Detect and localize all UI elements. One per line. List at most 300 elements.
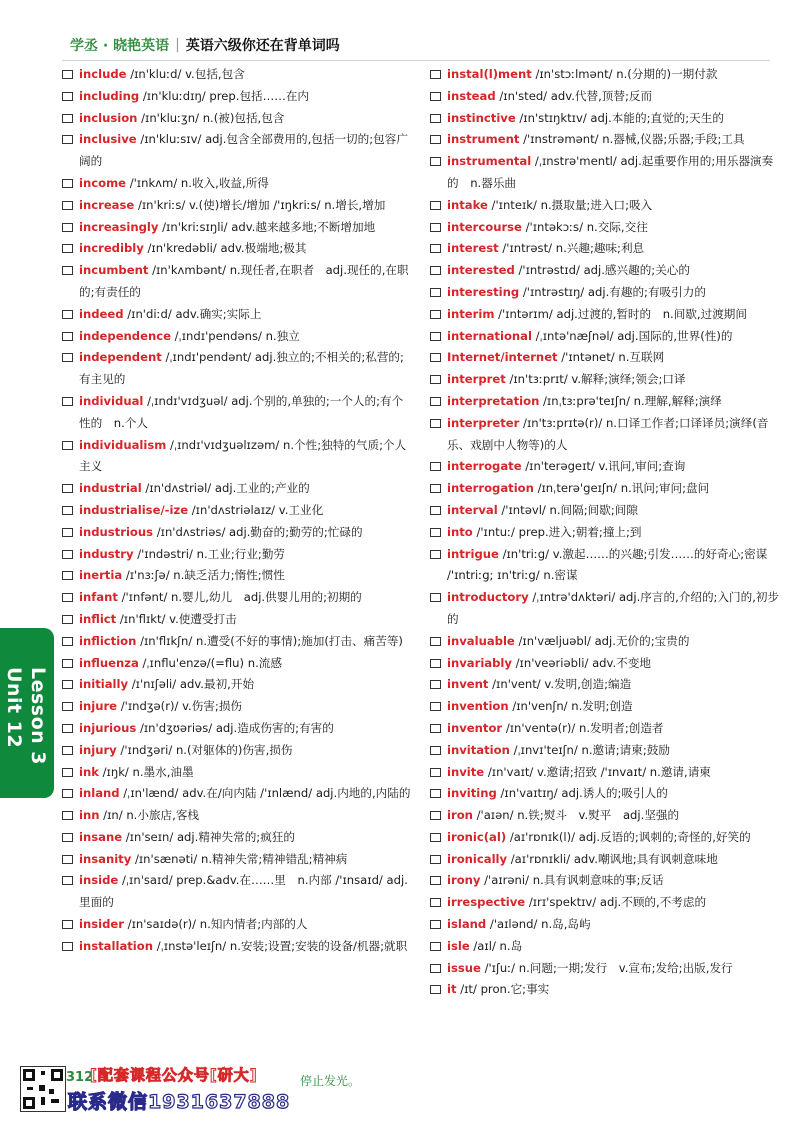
vocab-entry xyxy=(430,456,780,478)
phonetic: /'ɪntərɪm/ xyxy=(498,306,553,321)
phonetic: /ɪn'kriːsɪŋli/ xyxy=(162,219,228,234)
entry-text xyxy=(79,238,412,260)
headword: inventor xyxy=(447,720,503,735)
vocab-entry xyxy=(62,195,412,217)
checkbox-icon xyxy=(62,789,73,798)
watermark-line-2: 联系微信1931637888 xyxy=(68,1091,291,1113)
checkbox-icon xyxy=(62,332,73,341)
definition: v.使遭受打击 xyxy=(169,611,237,626)
checkbox-icon xyxy=(430,855,441,864)
vocab-entry xyxy=(430,870,780,892)
headword: individual xyxy=(79,393,144,408)
entry-text xyxy=(447,347,780,369)
vocab-entry xyxy=(430,631,780,653)
entry-text xyxy=(447,413,780,457)
entry-text xyxy=(447,217,780,239)
headword: intake xyxy=(447,197,488,212)
definition: adj.过渡的,暂时的 n.间歇,过渡期间 xyxy=(556,306,747,321)
definition: n.讯问;审问;盘问 xyxy=(620,481,710,496)
vocab-entry xyxy=(62,173,412,195)
vocab-entry xyxy=(62,609,412,631)
vocab-entry xyxy=(430,478,780,500)
headword: interest xyxy=(447,241,499,256)
checkbox-icon xyxy=(430,353,441,362)
entry-text xyxy=(79,86,412,108)
vocab-entry xyxy=(62,64,412,86)
headword: invaluable xyxy=(447,633,515,648)
headword: infliction xyxy=(79,633,137,648)
phonetic: /ɪn'dʌstriəl/ xyxy=(145,481,212,496)
entry-text xyxy=(447,783,780,805)
checkbox-icon xyxy=(62,528,73,537)
definition: n.理解,解释;演绎 xyxy=(633,393,722,408)
entry-text xyxy=(447,260,780,282)
headword: interrogate xyxy=(447,459,522,474)
entry-text xyxy=(79,522,412,544)
phonetic: /ɪ'nɪʃəli/ xyxy=(131,677,177,692)
vocab-entry xyxy=(430,282,780,304)
checkbox-icon xyxy=(62,506,73,515)
checkbox-icon xyxy=(62,353,73,362)
vocab-entry xyxy=(430,979,780,1001)
vocab-entry xyxy=(430,86,780,108)
vocab-entry xyxy=(430,849,780,871)
checkbox-icon xyxy=(430,114,441,123)
right-vocab-column xyxy=(430,64,780,1001)
phonetic: /ɪn'dʒʊəriəs/ xyxy=(139,720,213,735)
checkbox-icon xyxy=(430,550,441,559)
vocab-entry xyxy=(62,500,412,522)
headword: increase xyxy=(79,197,135,212)
headword: interpreter xyxy=(447,415,520,430)
vocab-entry xyxy=(62,674,412,696)
headword: intercourse xyxy=(447,219,522,234)
checkbox-icon xyxy=(430,702,441,711)
definition: prep.&adv.在……里 n.内部 /'ɪnsaɪd/ adj.里面的 xyxy=(79,873,408,910)
lesson-label: Lesson 3 xyxy=(27,666,49,766)
phonetic: /ɪn'kluːsɪv/ xyxy=(140,132,202,147)
vocab-entry xyxy=(62,86,412,108)
definition: prep.进入;朝着;撞上;到 xyxy=(518,524,642,539)
phonetic: /'ɪnstrəmənt/ xyxy=(523,132,599,147)
entry-text xyxy=(447,108,780,130)
entry-text xyxy=(447,653,780,675)
phonetic: /ɪn'kluːd/ xyxy=(130,67,182,81)
headword: interpretation xyxy=(447,393,540,408)
checkbox-icon xyxy=(62,768,73,777)
definition: adj.个别的,单独的;一个人的;有个性的 n.个人 xyxy=(79,393,404,430)
definition: adv.越来越多地;不断增加地 xyxy=(231,219,376,234)
phonetic: /'ɪntuː/ xyxy=(476,524,515,539)
checkbox-icon xyxy=(62,484,73,493)
definition: v.讯问,审问;查询 xyxy=(598,459,686,474)
checkbox-icon xyxy=(62,659,73,668)
entry-text xyxy=(447,500,780,522)
definition: adv.嘲讽地;具有讽刺意味地 xyxy=(573,851,718,866)
checkbox-icon xyxy=(430,898,441,907)
phonetic: /aɪ'rɒnɪkli/ xyxy=(510,851,571,866)
definition: n.(被)包括,包含 xyxy=(202,110,285,125)
checkbox-icon xyxy=(430,964,441,973)
checkbox-icon xyxy=(430,244,441,253)
vocab-entry xyxy=(430,108,780,130)
entry-text xyxy=(447,849,780,871)
definition: n.器械,仪器;乐器;手段;工具 xyxy=(602,132,745,147)
phonetic: /ɪrɪ'spektɪv/ xyxy=(528,895,597,910)
entry-text xyxy=(79,304,412,326)
entry-text xyxy=(447,456,780,478)
phonetic: /ɪ'nɜːʃə/ xyxy=(125,568,170,583)
checkbox-icon xyxy=(430,462,441,471)
definition: adv.最初,开始 xyxy=(179,677,255,692)
vocab-entry xyxy=(430,369,780,391)
definition: n.(对躯体的)伤害,损伤 xyxy=(175,742,293,757)
definition: n.铁;熨斗 v.熨平 adj.坚强的 xyxy=(517,808,680,823)
headword: injure xyxy=(79,699,118,714)
headword: inviting xyxy=(447,786,497,801)
entry-text xyxy=(79,478,412,500)
definition: v.(使)增长/增加 /'ɪŋkriːs/ n.增长,增加 xyxy=(188,197,386,212)
checkbox-icon xyxy=(62,179,73,188)
vocab-entry xyxy=(430,696,780,718)
checkbox-icon xyxy=(62,441,73,450)
vocab-entry xyxy=(62,718,412,740)
phonetic: /ɪn'ventə(r)/ xyxy=(505,720,576,735)
vocab-entry xyxy=(430,326,780,348)
checkbox-icon xyxy=(62,550,73,559)
vocab-entry xyxy=(62,783,412,805)
headword: interval xyxy=(447,502,498,517)
definition: n.小旅店,客栈 xyxy=(126,808,200,823)
phonetic: /'ɪnteɪk/ xyxy=(491,197,537,212)
vocab-entry xyxy=(62,740,412,762)
headword: infant xyxy=(79,590,118,605)
phonetic: /'ɪʃuː/ xyxy=(484,960,516,975)
definition: v.解释;演绎;领会;口译 xyxy=(571,372,686,387)
definition: adj.诱人的;吸引人的 xyxy=(561,786,668,801)
vocab-entry xyxy=(430,217,780,239)
vocab-entry xyxy=(430,151,780,195)
entry-text xyxy=(79,500,412,522)
headword: intrigue xyxy=(447,546,499,561)
entry-text xyxy=(447,304,780,326)
phonetic: /'ɪntrəst/ xyxy=(502,241,553,256)
checkbox-icon xyxy=(62,397,73,406)
entry-text xyxy=(447,979,780,1001)
checkbox-icon xyxy=(430,593,441,602)
entry-text xyxy=(79,827,412,849)
headword: irony xyxy=(447,873,481,888)
definition: v.邀请;招致 /'ɪnvaɪt/ n.邀请,请柬 xyxy=(537,764,711,779)
unit-label: Unit 12 xyxy=(3,666,25,749)
entry-text xyxy=(447,914,780,936)
headword: industrial xyxy=(79,481,142,496)
headword: invitation xyxy=(447,742,510,757)
vocab-entry xyxy=(430,653,780,675)
entry-text xyxy=(447,522,780,544)
phonetic: /ɪn'væljuəbl/ xyxy=(518,633,591,648)
checkbox-icon xyxy=(430,724,441,733)
headword: ink xyxy=(79,764,99,779)
definition: adj.造成伤害的;有害的 xyxy=(215,720,334,735)
entry-text xyxy=(79,587,412,609)
vocab-entry xyxy=(62,304,412,326)
entry-text xyxy=(79,435,412,479)
phonetic: /ɪn'kredəbli/ xyxy=(147,241,217,256)
definition: n.岛,岛屿 xyxy=(541,917,591,932)
phonetic: /ˌɪnstə'leɪʃn/ xyxy=(156,938,227,953)
vocab-entry xyxy=(430,936,780,958)
headword: invariably xyxy=(447,655,512,670)
brand-name: 学丞 · 晓艳英语 xyxy=(70,38,170,54)
phonetic: /ɪn'stɔːlmənt/ xyxy=(535,67,613,81)
headword: interesting xyxy=(447,284,520,299)
vocab-entry xyxy=(430,544,780,588)
headword: inland xyxy=(79,786,120,801)
headword: ironically xyxy=(447,851,508,866)
entry-text xyxy=(79,849,412,871)
checkbox-icon xyxy=(430,637,441,646)
entry-text xyxy=(447,674,780,696)
checkbox-icon xyxy=(430,876,441,885)
vocab-entry xyxy=(62,849,412,871)
page-header xyxy=(70,32,340,58)
phonetic: /ɪn'veəriəbli/ xyxy=(515,655,589,670)
checkbox-icon xyxy=(62,92,73,101)
phonetic: /ɪn'tɜːprɪt/ xyxy=(509,372,568,387)
phonetic: /ˌɪnvɪ'teɪʃn/ xyxy=(513,742,578,757)
phonetic: /ˌɪnstrə'mentl/ xyxy=(534,154,617,169)
definition: n.(分期的)一期付款 xyxy=(616,67,718,81)
definition: n.安装;设置;安装的设备/机器;就职 xyxy=(229,938,408,953)
headword: incumbent xyxy=(79,263,149,278)
vocab-entry xyxy=(62,805,412,827)
checkbox-icon xyxy=(62,811,73,820)
checkbox-icon xyxy=(430,375,441,384)
definition: adj.起重要作用的;用乐器演奏的 n.器乐曲 xyxy=(447,154,774,190)
definition: v.包括,包含 xyxy=(185,67,245,81)
checkbox-icon xyxy=(430,833,441,842)
checkbox-icon xyxy=(430,310,441,319)
definition: adj.工业的;产业的 xyxy=(214,481,310,496)
checkbox-icon xyxy=(62,746,73,755)
phonetic: /'aɪrəni/ xyxy=(484,873,530,888)
entry-text xyxy=(79,783,412,805)
checkbox-icon xyxy=(430,942,441,951)
entry-text xyxy=(447,958,780,980)
phonetic: /ɪnˌterə'geɪʃn/ xyxy=(537,481,618,496)
headword: iron xyxy=(447,808,473,823)
headword: interested xyxy=(447,263,515,278)
phonetic: /ɪn'venʃn/ xyxy=(512,699,568,714)
phonetic: /ɪn'seɪn/ xyxy=(125,829,174,844)
entry-text xyxy=(447,326,780,348)
definition: n.知内情者;内部的人 xyxy=(199,917,308,932)
vocab-entry xyxy=(62,565,412,587)
checkbox-icon xyxy=(62,680,73,689)
vocab-entry xyxy=(430,304,780,326)
headword: island xyxy=(447,917,487,932)
entry-text xyxy=(447,805,780,827)
phonetic: /ɪn'kʌmbənt/ xyxy=(152,263,227,278)
entry-text xyxy=(79,870,412,914)
header-separator: | xyxy=(175,37,180,53)
vocab-entry xyxy=(62,217,412,239)
checkbox-icon xyxy=(430,768,441,777)
entry-text xyxy=(447,369,780,391)
headword: including xyxy=(79,88,140,103)
phonetic: /ɪn'kluːdɪŋ/ xyxy=(142,88,206,103)
vocab-entry xyxy=(430,64,780,86)
definition: adj.勤奋的;勤劳的;忙碌的 xyxy=(229,524,363,539)
entry-text xyxy=(79,129,412,173)
phonetic: /ɪnˌtɜːprə'teɪʃn/ xyxy=(543,393,630,408)
phonetic: /ɪn'diːd/ xyxy=(127,306,172,321)
entry-text xyxy=(447,478,780,500)
phonetic: /ɪn'triːg/ xyxy=(502,546,550,561)
phonetic: /aɪl/ xyxy=(473,938,496,953)
phonetic: /'ɪntənet/ xyxy=(561,350,615,365)
vocab-entry xyxy=(62,435,412,479)
checkbox-icon xyxy=(430,157,441,166)
checkbox-icon xyxy=(62,135,73,144)
definition: n.岛 xyxy=(499,938,523,953)
entry-text xyxy=(79,195,412,217)
phonetic: /'ɪnkʌm/ xyxy=(129,175,178,190)
headword: insanity xyxy=(79,851,132,866)
entry-text xyxy=(447,631,780,653)
entry-text xyxy=(79,674,412,696)
definition: adv.代替,顶替;反而 xyxy=(550,88,653,103)
headword: inertia xyxy=(79,568,123,583)
vocab-entry xyxy=(62,129,412,173)
checkbox-icon xyxy=(62,615,73,624)
definition: n.遭受(不好的事情);施加(打击、痛苦等) xyxy=(196,633,403,648)
checkbox-icon xyxy=(430,288,441,297)
vocab-entry xyxy=(430,347,780,369)
definition: pron.它;事实 xyxy=(480,982,550,997)
entry-text xyxy=(447,129,780,151)
phonetic: /ɪn'dʌstriəs/ xyxy=(156,524,226,539)
phonetic: /ɪn'kluːʒn/ xyxy=(141,110,199,125)
headword: instinctive xyxy=(447,110,516,125)
checkbox-icon xyxy=(62,266,73,275)
entry-text xyxy=(447,696,780,718)
definition: adv.在/向内陆 /'ɪnlænd/ adj.内地的,内陆的 xyxy=(182,786,411,801)
entry-text xyxy=(79,936,412,958)
headword: invent xyxy=(447,677,489,692)
vocab-entry xyxy=(62,391,412,435)
definition: n.间隔;间歇;间隙 xyxy=(549,502,638,517)
vocab-entry xyxy=(62,478,412,500)
definition: n.精神失常;精神错乱;精神病 xyxy=(200,851,348,866)
definition: n.个性;独特的气质;个人主义 xyxy=(79,437,407,474)
headword: initially xyxy=(79,677,129,692)
definition: n.墨水,油墨 xyxy=(132,764,194,779)
checkbox-icon xyxy=(62,876,73,885)
headword: instead xyxy=(447,88,496,103)
entry-text xyxy=(447,870,780,892)
phonetic: /ˌɪn'lænd/ xyxy=(123,786,179,801)
definition: adj.本能的;直觉的;天生的 xyxy=(590,110,724,125)
checkbox-icon xyxy=(62,724,73,733)
checkbox-icon xyxy=(430,266,441,275)
vocab-entry xyxy=(430,740,780,762)
vocab-entry xyxy=(430,914,780,936)
headword: increasingly xyxy=(79,219,159,234)
entry-text xyxy=(447,195,780,217)
phonetic: /ɪn'vent/ xyxy=(492,677,541,692)
footer-note: 停止发光。 xyxy=(300,1074,361,1088)
phonetic: /ɪn'sænəti/ xyxy=(134,851,198,866)
vocab-entry xyxy=(62,631,412,653)
entry-text xyxy=(447,892,780,914)
phonetic: /ˌɪndɪ'pendəns/ xyxy=(174,328,262,343)
definition: n.发明者;创造者 xyxy=(579,720,664,735)
entry-text xyxy=(79,260,412,304)
checkbox-icon xyxy=(430,484,441,493)
headword: interpret xyxy=(447,372,506,387)
phonetic: /'ɪntəvl/ xyxy=(501,502,546,517)
headword: industrialise/-ize xyxy=(79,502,189,517)
vocab-entry xyxy=(62,653,412,675)
vocab-entry xyxy=(62,696,412,718)
definition: n.婴儿,幼儿 adj.供婴儿用的;初期的 xyxy=(171,590,362,605)
vocab-entry xyxy=(430,195,780,217)
headword: ironic(al) xyxy=(447,829,507,844)
phonetic: /ɪn'terəgeɪt/ xyxy=(525,459,595,474)
checkbox-icon xyxy=(62,593,73,602)
checkbox-icon xyxy=(430,419,441,428)
headword: international xyxy=(447,328,532,343)
definition: n.缺乏活力;惰性;惯性 xyxy=(173,568,285,583)
checkbox-icon xyxy=(62,201,73,210)
headword: irrespective xyxy=(447,895,526,910)
definition: n.独立 xyxy=(265,328,300,343)
definition: adj.包含全部费用的,包括一切的;包容广阔的 xyxy=(79,132,408,169)
headword: isle xyxy=(447,938,470,953)
header-divider xyxy=(62,60,770,61)
entry-text xyxy=(447,740,780,762)
vocab-entry xyxy=(430,413,780,457)
entry-text xyxy=(79,173,412,195)
headword: instrument xyxy=(447,132,520,147)
phonetic: /ɪn'flɪkʃn/ xyxy=(140,633,193,648)
phonetic: /ɪn'vaɪtɪŋ/ xyxy=(500,786,558,801)
book-title: 英语六级你还在背单词吗 xyxy=(185,38,340,54)
phonetic: /ˌɪndɪ'vɪdʒuəlɪzəm/ xyxy=(170,437,280,452)
vocab-entry xyxy=(62,347,412,391)
entry-text xyxy=(79,631,412,653)
checkbox-icon xyxy=(62,310,73,319)
definition: n.流感 xyxy=(247,655,282,670)
entry-text xyxy=(447,587,780,631)
headword: inn xyxy=(79,808,100,823)
phonetic: /'ɪntrəstɪŋ/ xyxy=(522,284,585,299)
phonetic: /'ɪndəstri/ xyxy=(137,546,193,561)
entry-text xyxy=(447,391,780,413)
definition: n.现任者,在职者 adj.现任的,在职的;有责任的 xyxy=(79,263,409,299)
checkbox-icon xyxy=(62,833,73,842)
vocab-entry xyxy=(430,958,780,980)
entry-text xyxy=(79,696,412,718)
definition: adv.不变地 xyxy=(592,655,651,670)
headword: injury xyxy=(79,742,117,757)
definition: v.工业化 xyxy=(278,502,324,517)
entry-text xyxy=(79,740,412,762)
definition: n.具有讽刺意味的事;反话 xyxy=(532,873,664,888)
phonetic: /'ɪntəkɔːs/ xyxy=(525,219,583,234)
